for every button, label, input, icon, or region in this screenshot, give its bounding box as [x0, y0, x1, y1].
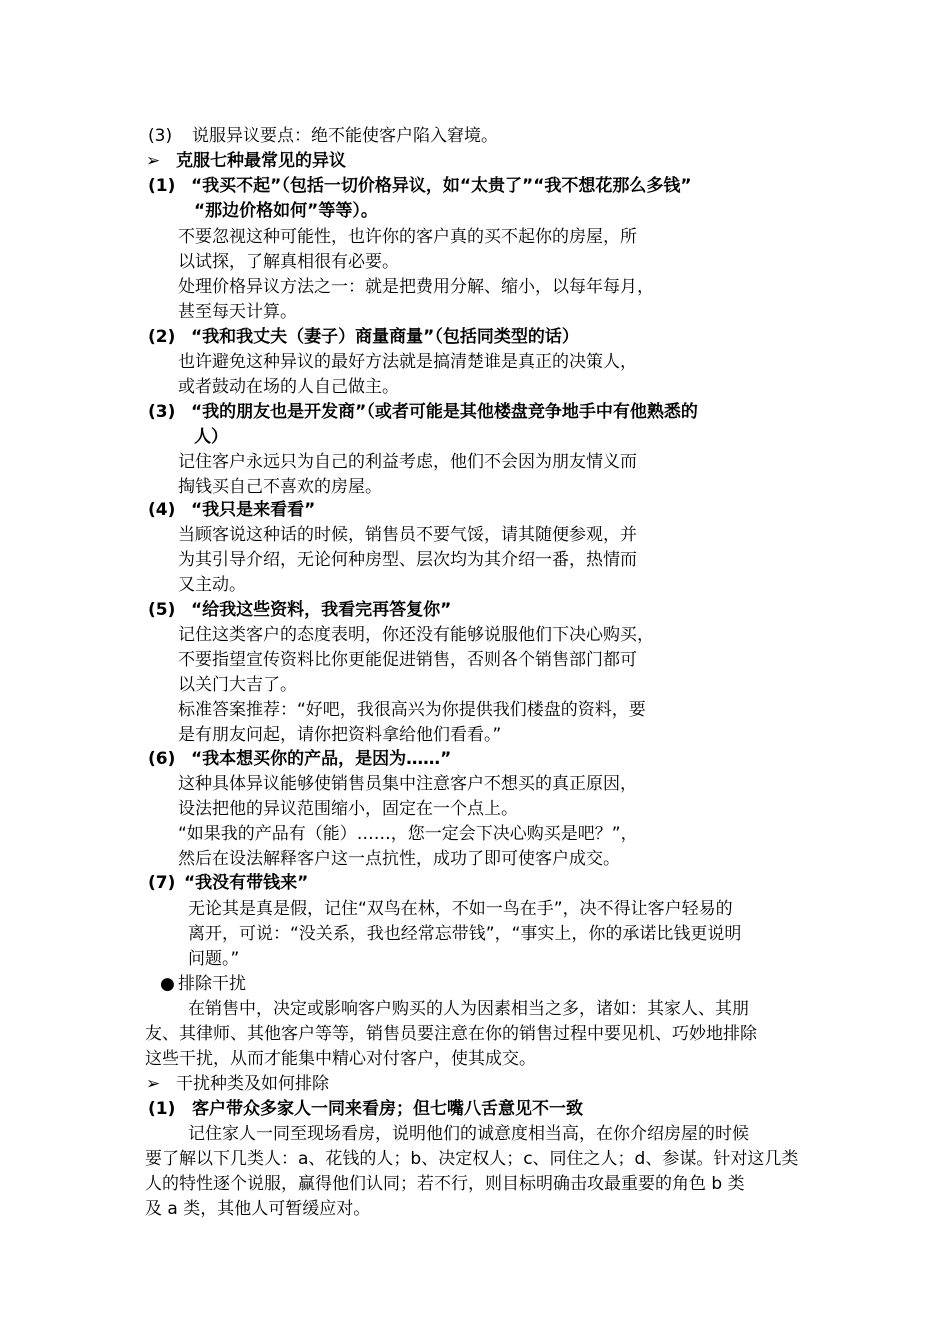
paragraph-text: 离开，可说：“没关系，我也经常忘带钱”，“事实上，你的承诺比钱更说明 [188, 924, 742, 944]
heading-text: “我的朋友也是开发商”（或者可能是其他楼盘竞争地手中有他熟悉的 [191, 402, 698, 422]
paragraph-text: 记住客户永远只为自己的利益考虑，他们不会因为朋友情义而 [178, 452, 637, 472]
paragraph-text: 在销售中，决定或影响客户购买的人为因素相当之多，诸如：其家人、其朋 [188, 999, 749, 1019]
arrow-bullet-icon: ➢ [146, 151, 161, 171]
paragraph-text: 记住家人一同至现场看房，说明他们的诚意度相当高，在你介绍房屋的时候 [188, 1124, 749, 1144]
list-marker: (7) [148, 873, 176, 893]
paragraph-text: 掏钱买自己不喜欢的房屋。 [178, 477, 382, 497]
paragraph-text: 这些干扰，从而才能集中精心对付客户，使其成交。 [145, 1049, 536, 1069]
bullet-dot-icon: ● [160, 974, 175, 994]
paragraph-text: 或者鼓动在场的人自己做主。 [178, 377, 399, 397]
heading-text: “我本想买你的产品，是因为……” [191, 749, 452, 769]
paragraph-text: 为其引导介绍，无论何种房型、层次均为其介绍一番，热情而 [178, 550, 637, 570]
heading-text: “我只是来看看” [191, 500, 316, 520]
paragraph-text: 不要指望宣传资料比你更能促进销售，否则各个销售部门都可 [178, 650, 637, 670]
list-marker: (5) [148, 600, 176, 620]
list-marker: (2) [148, 327, 176, 347]
list-marker: (3) [148, 402, 176, 422]
paragraph-text: 无论其是真是假，记住“双鸟在林，不如一鸟在手”，决不得让客户轻易的 [188, 899, 733, 919]
paragraph-text: 说服异议要点：绝不能使客户陷入窘境。 [192, 126, 498, 146]
list-marker: (1) [148, 176, 176, 196]
heading-text: “那边价格如何”等等）。 [194, 201, 378, 221]
paragraph-text: 又主动。 [178, 575, 246, 595]
list-marker: (3) [148, 126, 173, 146]
heading-text: 客户带众多家人一同来看房；但七嘴八舌意见不一致 [192, 1099, 583, 1119]
heading-text: “我买不起”（包括一切价格异议，如“太贵了”“我不想花那么多钱” [191, 176, 692, 196]
bullet-text: 排除干扰 [178, 974, 246, 994]
heading-text: “给我这些资料，我看完再答复你” [191, 600, 452, 620]
paragraph-text: 不要忽视这种可能性，也许你的客户真的买不起你的房屋，所 [178, 227, 637, 247]
paragraph-text: 这种具体异议能够使销售员集中注意客户不想买的真正原因， [178, 774, 637, 794]
paragraph-text: 及 a 类，其他人可暂缓应对。 [145, 1199, 371, 1219]
paragraph-text: 友、其律师、其他客户等等，销售员要注意在你的销售过程中要见机、巧妙地排除 [145, 1024, 757, 1044]
heading-text: 干扰种类及如何排除 [176, 1074, 329, 1094]
paragraph-text: 当顾客说这种话的时候，销售员不要气馁，请其随便参观，并 [178, 525, 637, 545]
heading-text: 克服七种最常见的异议 [176, 151, 346, 171]
paragraph-text: 设法把他的异议范围缩小，固定在一个点上。 [178, 799, 518, 819]
heading-text: “我和我丈夫（妻子）商量商量”（包括同类型的话） [191, 327, 579, 347]
arrow-bullet-icon: ➢ [146, 1074, 161, 1094]
paragraph-text: 处理价格异议方法之一：就是把费用分解、缩小，以每年每月， [178, 277, 654, 297]
paragraph-text: 标准答案推荐：“好吧，我很高兴为你提供我们楼盘的资料，要 [178, 700, 646, 720]
paragraph-text: 是有朋友问起，请你把资料拿给他们看看。” [178, 725, 502, 745]
paragraph-text: 问题。” [188, 949, 240, 969]
list-marker: (6) [148, 749, 176, 769]
paragraph-text: 然后在设法解释客户这一点抗性，成功了即可使客户成交。 [178, 849, 620, 869]
heading-text: “我没有带钱来” [184, 873, 309, 893]
list-marker: (4) [148, 500, 176, 520]
paragraph-text: 以试探，了解真相很有必要。 [178, 252, 399, 272]
paragraph-text: 以关门大吉了。 [178, 675, 297, 695]
paragraph-text: 也许避免这种异议的最好方法就是搞清楚谁是真正的决策人， [178, 352, 637, 372]
paragraph-text: “如果我的产品有（能）……，您一定会下决心购买是吧？”， [178, 824, 638, 844]
list-marker: (1) [148, 1099, 176, 1119]
paragraph-text: 要了解以下几类人：a、花钱的人；b、决定权人；c、同住之人；d、参谋。针对这几类 [145, 1149, 799, 1169]
paragraph-text: 甚至每天计算。 [178, 302, 297, 322]
paragraph-text: 记住这类客户的态度表明，你还没有能够说服他们下决心购买， [178, 625, 654, 645]
paragraph-text: 人的特性逐个说服，赢得他们认同；若不行，则目标明确击攻最重要的角色 b 类 [145, 1174, 745, 1194]
heading-text: 人） [194, 427, 228, 447]
